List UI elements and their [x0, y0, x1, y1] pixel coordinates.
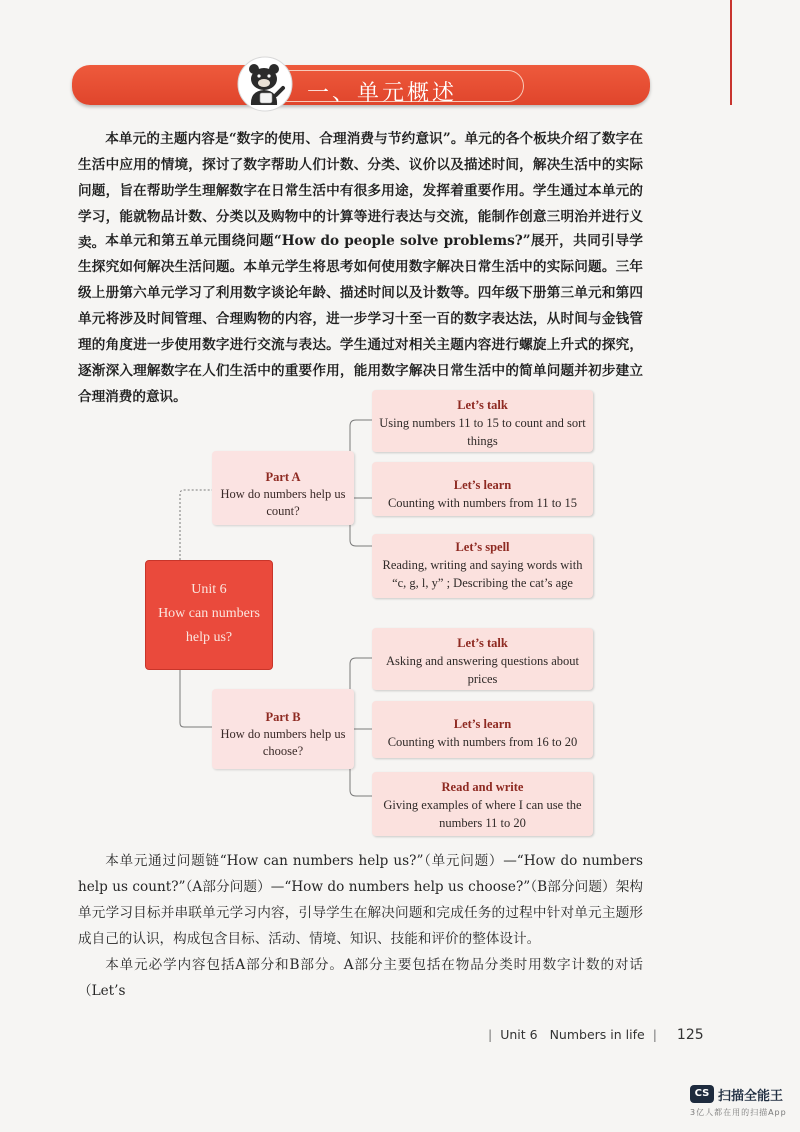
- item-desc: Reading, writing and saying words with “c, g, l, y” ; Describing the cat’s age: [382, 558, 583, 590]
- item-title: Let’s learn: [453, 478, 512, 492]
- unit-question-line-2: help us?: [185, 630, 233, 645]
- body-paragraph-4: 本单元必学内容包括A部分和B部分。A部分主要包括在物品分类时用数字计数的对话（Let’s: [78, 957, 643, 999]
- page-footer: [480, 1027, 704, 1043]
- item-desc: Giving examples of where I can use the numbers 11 to 20: [383, 798, 582, 830]
- item-title: Let’s learn: [453, 717, 512, 731]
- item-desc: Counting with numbers from 16 to 20: [387, 735, 578, 749]
- unit-question-line-1: How can numbers: [158, 606, 260, 621]
- part-b-title: Part B: [265, 710, 301, 724]
- part-b-question: How do numbers help us choose?: [220, 727, 346, 758]
- item-title: Let’s talk: [457, 398, 508, 412]
- part-a-item-lets-learn: [372, 462, 593, 516]
- intro-paragraph-2: 本单元和第五单元围绕问题“How do people solve problems?”展开，共同引导学生探究如何解决生活问题。本单元学生将思考如何使用数字解决日常生活中的实际问题。三年级上册第六单元学习了利用数字谈论年龄、描述时间以及计数等。四年级下册第三单元和第四单元将涉及时间管理、合理购物的内容，进一步学习十至一百的数字表达法，从时间与金钱管理的角度进一步使用数字进行交流与表达。学生通过对相关主题内容进行螺旋上升式的探究，逐渐深入理解数字在人们生活中的重要作用，能用数字解决日常生活中的简单问题并初步建立合理消费的意识。: [78, 233, 643, 405]
- scanner-app-name: 扫描全能王: [718, 1089, 784, 1104]
- part-a-title: Part A: [265, 470, 301, 484]
- item-desc: Using numbers 11 to 15 to count and sort things: [379, 416, 586, 448]
- page-edge-line: [730, 0, 732, 105]
- intro-paragraph-1: 本单元的主题内容是“数字的使用、合理消费与节约意识”。单元的各个板块介绍了数字在生活中应用的情境，探讨了数字帮助人们计数、分类、议价以及描述时间，解决生活中的实际问题，旨在帮助学生理解数字在日常生活中有很多用途，发挥着重要作用。学生通过本单元的学习，能就物品计数、分类以及购物中的计算等进行表达与交流，能制作创意三明治并进行义卖。: [78, 131, 643, 251]
- unit-label: Unit 6: [191, 582, 227, 597]
- footer-separator: |: [488, 1027, 493, 1042]
- page-number: 125: [676, 1027, 704, 1043]
- scanner-logo-icon: CS: [690, 1085, 714, 1103]
- item-title: Let’s talk: [457, 636, 508, 650]
- unit-question-box: [145, 560, 273, 670]
- part-b-item-lets-learn: [372, 701, 593, 758]
- footer-separator: |: [652, 1027, 657, 1042]
- part-a-question: How do numbers help us count?: [220, 487, 346, 518]
- footer-unit-title: Numbers in life: [549, 1027, 645, 1042]
- item-desc: Counting with numbers from 11 to 15: [387, 496, 578, 510]
- item-desc: Asking and answering questions about prices: [385, 654, 580, 686]
- part-a-item-lets-talk: [372, 390, 593, 452]
- footer-unit: Unit 6: [500, 1027, 538, 1042]
- item-title: Read and write: [441, 780, 524, 794]
- part-b-item-read-and-write: [372, 772, 593, 836]
- part-b-item-lets-talk: [372, 628, 593, 690]
- section-title: 一、单元概述: [306, 81, 457, 106]
- body-paragraph-3: 本单元通过问题链“How can numbers help us?”（单元问题）—“How do numbers help us count?”（A部分问题）—“How do numbers help us choose?”（B部分问题）架构单元学习目标并串联单元学习内容，引导学生在解决问题和完成任务的过程中针对单元主题形成自己的认识，构成包含目标、活动、情境、知识、技能和评价的整体设计。: [78, 853, 643, 947]
- part-a-item-lets-spell: [372, 534, 593, 598]
- section-banner: [72, 65, 650, 105]
- part-a-box: [212, 451, 354, 525]
- item-title: Let’s spell: [455, 540, 510, 554]
- bear-mascot-icon: [236, 55, 294, 113]
- unit-structure-diagram: [140, 388, 600, 838]
- part-b-box: [212, 689, 354, 769]
- scanner-tagline: 3亿人都在用的扫描App: [690, 1108, 787, 1117]
